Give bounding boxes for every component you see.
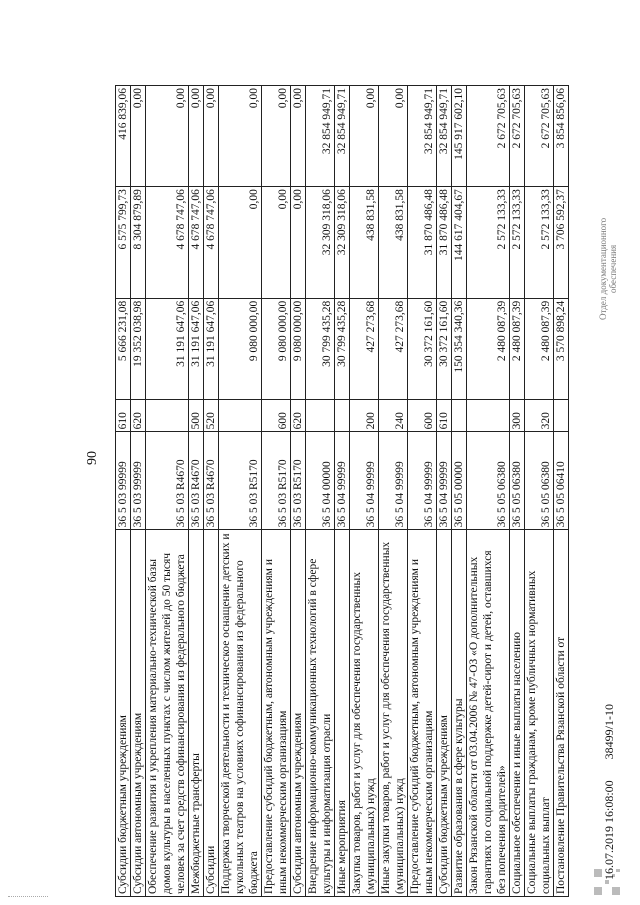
row-value-2019-cell: 31 191 647,06 xyxy=(189,298,204,399)
row-name-cell: Закупка товаров, работ и услуг для обеспечения государственных (муниципальных) нужд xyxy=(350,530,379,897)
row-csr-code-cell: 36 5 05 06380 xyxy=(467,432,510,530)
row-vr-code-cell xyxy=(452,399,467,432)
row-value-2019-cell: 427 273,68 xyxy=(350,298,379,399)
table-row xyxy=(116,86,131,897)
stamp-line-2: обеспечения xyxy=(608,244,618,293)
row-value-2021-cell: 0,00 xyxy=(189,86,204,187)
row-name-cell: Постановление Правительства Рязанской области от xyxy=(554,530,569,897)
footer-datetime: 16.07.2019 16:08:00 xyxy=(602,780,616,880)
row-csr-code-cell: 36 5 05 06380 xyxy=(525,432,554,530)
row-vr-code-cell: 600 xyxy=(408,399,437,432)
row-value-2019-cell: 3 570 898,24 xyxy=(554,298,569,399)
row-value-2019-cell: 5 666 231,08 xyxy=(116,298,131,399)
table-row xyxy=(452,86,467,897)
row-value-2021-cell: 32 854 949,71 xyxy=(408,86,437,187)
row-value-2021-cell: 0,00 xyxy=(131,86,146,187)
row-csr-code-cell: 36 5 03 R5170 xyxy=(262,432,291,530)
row-name-cell: Субсидии бюджетным учреждениям xyxy=(437,530,452,897)
row-value-2021-cell: 2 672 705,63 xyxy=(510,86,525,187)
row-value-2021-cell: 0,00 xyxy=(350,86,379,187)
scan-edge-mark xyxy=(8,890,48,897)
row-name-cell: Предоставление субсидий бюджетным, автономным учреждениям и иным некоммерческим организациям xyxy=(262,530,291,897)
row-name-cell: Субсидии автономным учреждениям xyxy=(291,530,306,897)
row-csr-code-cell: 36 5 04 99999 xyxy=(408,432,437,530)
row-value-2019-cell: 9 080 000,00 xyxy=(291,298,306,399)
table-row xyxy=(467,86,510,897)
row-csr-code-cell: 36 5 05 06380 xyxy=(510,432,525,530)
row-name-cell: Закон Рязанской области от 03.04.2006 № 47-ОЗ «О дополнительных гарантиях по социальной поддержке детей-сирот и детей, оставшихся без попечения родителей» xyxy=(467,530,510,897)
row-csr-code-cell: 36 5 03 R5170 xyxy=(219,432,262,530)
row-vr-code-cell xyxy=(306,399,335,432)
row-value-2019-cell: 30 799 435,28 xyxy=(335,298,350,399)
row-value-2021-cell: 0,00 xyxy=(204,86,219,187)
row-value-2020-cell: 0,00 xyxy=(219,187,262,299)
row-csr-code-cell: 36 5 03 R4670 xyxy=(146,432,189,530)
budget-table-body xyxy=(116,86,569,897)
row-name-cell: Внедрение информационно-коммуникационных технологий в сфере культуры и информатизация отрасли xyxy=(306,530,335,897)
row-value-2021-cell: 2 672 705,63 xyxy=(525,86,554,187)
table-row xyxy=(379,86,408,897)
footer-doc-id: 38499/1-10 xyxy=(602,703,616,760)
document-footer xyxy=(602,704,617,880)
row-value-2020-cell: 2 572 133,33 xyxy=(510,187,525,299)
row-csr-code-cell: 36 5 05 00000 xyxy=(452,432,467,530)
row-value-2019-cell: 31 191 647,06 xyxy=(146,298,189,399)
row-value-2019-cell: 427 273,68 xyxy=(379,298,408,399)
row-csr-code-cell: 36 5 05 06410 xyxy=(554,432,569,530)
row-name-cell: Субсидии xyxy=(204,530,219,897)
row-value-2021-cell: 0,00 xyxy=(219,86,262,187)
row-name-cell: Субсидии бюджетным учреждениям xyxy=(116,530,131,897)
table-row xyxy=(204,86,219,897)
row-csr-code-cell: 36 5 04 00000 xyxy=(306,432,335,530)
row-vr-code-cell: 200 xyxy=(350,399,379,432)
row-value-2021-cell: 0,00 xyxy=(291,86,306,187)
row-value-2020-cell: 32 309 318,06 xyxy=(335,187,350,299)
row-value-2021-cell: 145 917 602,10 xyxy=(452,86,467,187)
row-csr-code-cell: 36 5 04 99999 xyxy=(437,432,452,530)
row-vr-code-cell xyxy=(146,399,189,432)
row-value-2021-cell: 0,00 xyxy=(146,86,189,187)
row-value-2020-cell: 4 678 747,06 xyxy=(146,187,189,299)
row-csr-code-cell: 36 5 03 99999 xyxy=(116,432,131,530)
row-value-2019-cell: 30 372 161,60 xyxy=(408,298,437,399)
row-value-2019-cell: 30 799 435,28 xyxy=(306,298,335,399)
row-vr-code-cell: 610 xyxy=(116,399,131,432)
row-vr-code-cell: 320 xyxy=(525,399,554,432)
row-vr-code-cell: 240 xyxy=(379,399,408,432)
table-row xyxy=(510,86,525,897)
row-value-2021-cell: 32 854 949,71 xyxy=(306,86,335,187)
row-value-2021-cell: 3 854 856,06 xyxy=(554,86,569,187)
table-row xyxy=(219,86,262,897)
table-row xyxy=(146,86,189,897)
row-vr-code-cell: 620 xyxy=(131,399,146,432)
table-row xyxy=(350,86,379,897)
row-csr-code-cell: 36 5 03 R4670 xyxy=(204,432,219,530)
row-name-cell: Предоставление субсидий бюджетным, автономным учреждениям и иным некоммерческим организациям xyxy=(408,530,437,897)
row-name-cell: Межбюджетные трансферты xyxy=(189,530,204,897)
table-row xyxy=(554,86,569,897)
table-row xyxy=(437,86,452,897)
row-value-2020-cell: 31 870 486,48 xyxy=(408,187,437,299)
row-value-2019-cell: 2 480 087,39 xyxy=(510,298,525,399)
row-value-2019-cell: 9 080 000,00 xyxy=(262,298,291,399)
row-value-2020-cell: 0,00 xyxy=(262,187,291,299)
table-row xyxy=(335,86,350,897)
row-value-2021-cell: 416 839,06 xyxy=(116,86,131,187)
row-value-2020-cell: 8 304 879,89 xyxy=(131,187,146,299)
row-vr-code-cell: 520 xyxy=(204,399,219,432)
row-value-2020-cell: 2 572 133,33 xyxy=(525,187,554,299)
row-vr-code-cell: 300 xyxy=(510,399,525,432)
row-vr-code-cell xyxy=(335,399,350,432)
row-value-2021-cell: 0,00 xyxy=(379,86,408,187)
table-row xyxy=(408,86,437,897)
row-value-2019-cell: 19 352 038,98 xyxy=(131,298,146,399)
row-value-2021-cell: 2 672 705,63 xyxy=(467,86,510,187)
row-value-2019-cell: 2 480 087,39 xyxy=(467,298,510,399)
row-name-cell: Иные мероприятия xyxy=(335,530,350,897)
row-name-cell: Развитие образования в сфере культуры xyxy=(452,530,467,897)
row-csr-code-cell: 36 5 04 99999 xyxy=(379,432,408,530)
row-value-2021-cell: 32 854 949,71 xyxy=(335,86,350,187)
row-name-cell: Субсидии автономным учреждениям xyxy=(131,530,146,897)
row-value-2020-cell: 0,00 xyxy=(291,187,306,299)
table-row xyxy=(189,86,204,897)
row-name-cell: Социальные выплаты гражданам, кроме публичных нормативных социальных выплат xyxy=(525,530,554,897)
row-value-2020-cell: 4 678 747,06 xyxy=(204,187,219,299)
stamp-line-1: Отдел документационного xyxy=(598,217,608,320)
table-row xyxy=(525,86,554,897)
row-csr-code-cell: 36 5 03 R5170 xyxy=(291,432,306,530)
row-vr-code-cell xyxy=(219,399,262,432)
row-value-2019-cell: 2 480 087,39 xyxy=(525,298,554,399)
row-csr-code-cell: 36 5 03 R4670 xyxy=(189,432,204,530)
table-row xyxy=(262,86,291,897)
row-csr-code-cell: 36 5 03 99999 xyxy=(131,432,146,530)
row-value-2020-cell: 3 706 592,37 xyxy=(554,187,569,299)
row-name-cell: Иные закупки товаров, работ и услуг для обеспечения государственных (муниципальных) нужд xyxy=(379,530,408,897)
row-value-2020-cell: 438 831,58 xyxy=(350,187,379,299)
row-name-cell: Обеспечение развития и укрепления материально-технической базы домов культуры в населенных пунктах с числом жителей до 50 тысяч человек за счет средств софинансирования из федерального бюджета xyxy=(146,530,189,897)
row-vr-code-cell: 600 xyxy=(262,399,291,432)
row-value-2019-cell: 9 080 000,00 xyxy=(219,298,262,399)
row-value-2021-cell: 0,00 xyxy=(262,86,291,187)
row-name-cell: Социальное обеспечение и иные выплаты населению xyxy=(510,530,525,897)
table-row xyxy=(131,86,146,897)
row-name-cell: Поддержка творческой деятельности и техническое оснащение детских и кукольных театров на условиях софинансирования из федерального бюджета xyxy=(219,530,262,897)
row-value-2019-cell: 150 354 340,36 xyxy=(452,298,467,399)
row-value-2020-cell: 31 870 486,48 xyxy=(437,187,452,299)
row-value-2020-cell: 4 678 747,06 xyxy=(189,187,204,299)
row-value-2019-cell: 30 372 161,60 xyxy=(437,298,452,399)
row-vr-code-cell: 500 xyxy=(189,399,204,432)
row-value-2020-cell: 144 617 404,67 xyxy=(452,187,467,299)
row-value-2020-cell: 6 575 799,73 xyxy=(116,187,131,299)
row-vr-code-cell xyxy=(554,399,569,432)
row-value-2020-cell: 2 572 133,33 xyxy=(467,187,510,299)
department-stamp xyxy=(598,218,618,320)
row-vr-code-cell: 620 xyxy=(291,399,306,432)
page-number: 90 xyxy=(85,451,100,465)
row-csr-code-cell: 36 5 04 99999 xyxy=(335,432,350,530)
row-vr-code-cell xyxy=(467,399,510,432)
budget-table xyxy=(115,85,569,897)
row-value-2019-cell: 31 191 647,06 xyxy=(204,298,219,399)
row-value-2020-cell: 32 309 318,06 xyxy=(306,187,335,299)
row-vr-code-cell: 610 xyxy=(437,399,452,432)
row-value-2020-cell: 438 831,58 xyxy=(379,187,408,299)
table-row xyxy=(306,86,335,897)
row-value-2021-cell: 32 854 949,71 xyxy=(437,86,452,187)
row-csr-code-cell: 36 5 04 99999 xyxy=(350,432,379,530)
table-row xyxy=(291,86,306,897)
